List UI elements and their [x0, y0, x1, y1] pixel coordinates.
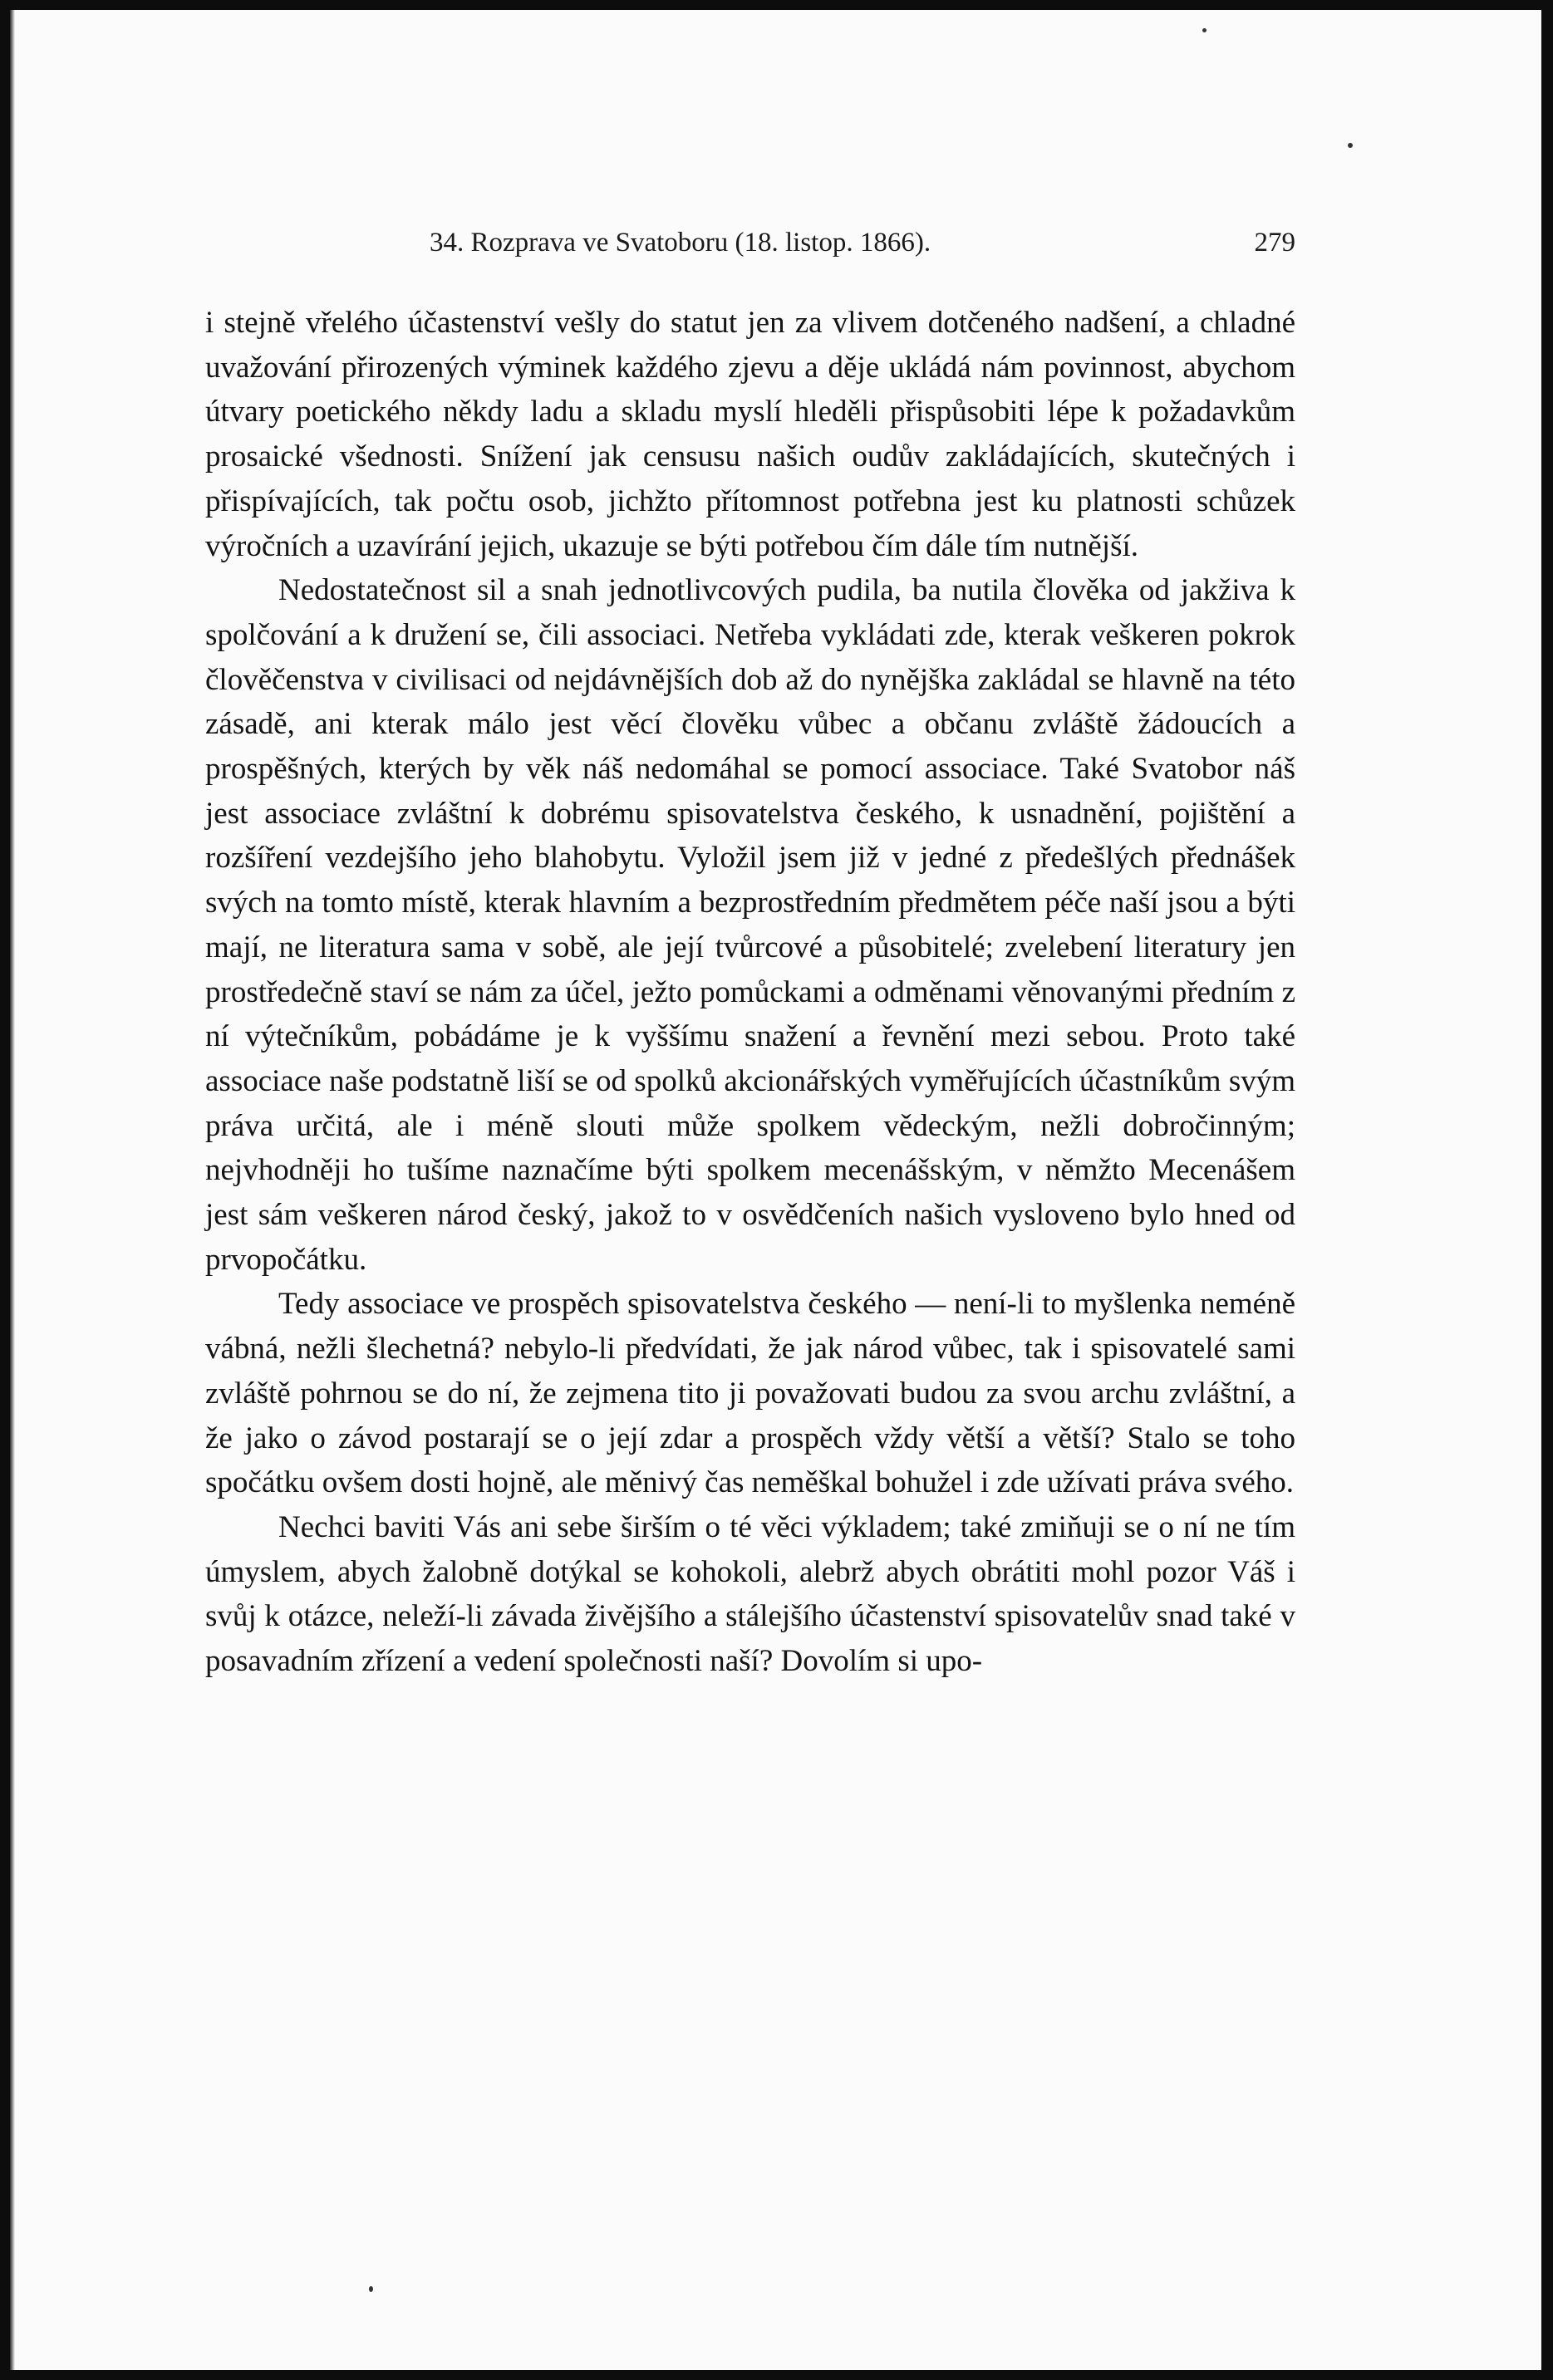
running-title: 34. Rozprava ve Svatoboru (18. listop. 1866). [430, 228, 931, 258]
paragraph-4: Nechci baviti Vás ani sebe širším o té věci výkladem; také zmiňuji se o ní ne tím úmyslem, abych žalobně dotýkal se kohokoli, alebrž abych obrátiti mohl pozor Váš i svůj k otázce, neleží-li závada živějšího a stálejšího účastenství spisovatelův snad také v posavadním zřízení a vedení společnosti naší? Dovolím si upo- [205, 1509, 1295, 1679]
scan-shadow [10, 10, 15, 2370]
body-text [205, 301, 1295, 1684]
scan-speck [369, 2286, 373, 2292]
paragraph-3: Tedy associace ve prospěch spisovatelstva českého — není-li to myšlenka neméně vábná, nežli šlechetná? nebylo-li předvídati, že jak národ vůbec, tak i spisovatelé sami zvláště pohrnou se do ní, že zejmena tito ji považovati budou za svou archu zvláštní, a že jako o závod postarají se o její zdar a prospěch vždy větší a větší? Stalo se toho spočátku ovšem dosti hojně, ale měnivý čas neměškal bohužel i zde užívati práva svého. [205, 1287, 1295, 1500]
scan-speck [1202, 28, 1207, 32]
page-number: 279 [1254, 228, 1295, 258]
paragraph-2: Nedostatečnost sil a snah jednotlivcových pudila, ba nutila člověka od jakživa k spolčování a k družení se, čili associaci. Netřeba vykládati zde, kterak veškeren pokrok člověčenstva v civilisaci od nejdávnějších dob až do nynějška zakládal se hlavně na této zásadě, ani kterak málo jest věcí člověku vůbec a občanu zvláště žádoucích a prospěšných, kterých by věk náš nedomáhal se pomocí associace. Také Svatobor náš jest associace zvláštní k dobrému spisovatelstva českého, k usnadnění, pojištění a rozšíření vezdejšího jeho blahobytu. Vyložil jsem již v jedné z předešlých přednášek svých na tomto místě, kterak hlavním a bezprostředním předmětem péče naší jsou a býti mají, ne literatura sama v sobě, ale její tvůrcové a působitelé; zvelebení literatury jen prostředečně staví se nám za účel, ježto pomůckami a odměnami věnovanými předním z ní výtečníkům, pobádáme je k vyššímu snažení a řevnění mezi sebou. Proto také associace naše podstatně liší se od spolků akcionářských vyměřujících účastníkům svým práva určitá, ale i méně slouti může spolkem vědeckým, nežli dobročinným; nejvhodněji ho tušíme naznačíme býti spolkem mecenášským, v němžto Mecenášem jest sám veškeren národ český, jakož to v osvědčeních našich vysloveno bylo hned od prvopočátku. [205, 573, 1295, 1277]
scan-speck [1348, 143, 1353, 148]
paragraph-1: i stejně vřelého účastenství vešly do statut jen za vlivem dotčeného nadšení, a chladné uvažování přirozených výminek každého zjevu a děje ukládá nám povinnost, abychom útvary poetického někdy ladu a skladu myslí hleděli přispůsobiti lépe k požadavkům prosaické všednosti. Snížení jak censusu našich oudův zakládajících, skutečných i přispívajících, tak počtu osob, jichžto přítomnost potřebna jest ku platnosti schůzek výročních a uzavírání jejich, ukazuje se býti potřebou čím dále tím nutnější. [205, 306, 1295, 563]
book-page [10, 10, 1541, 2370]
running-head [205, 209, 1295, 267]
text-block [205, 209, 1295, 1684]
